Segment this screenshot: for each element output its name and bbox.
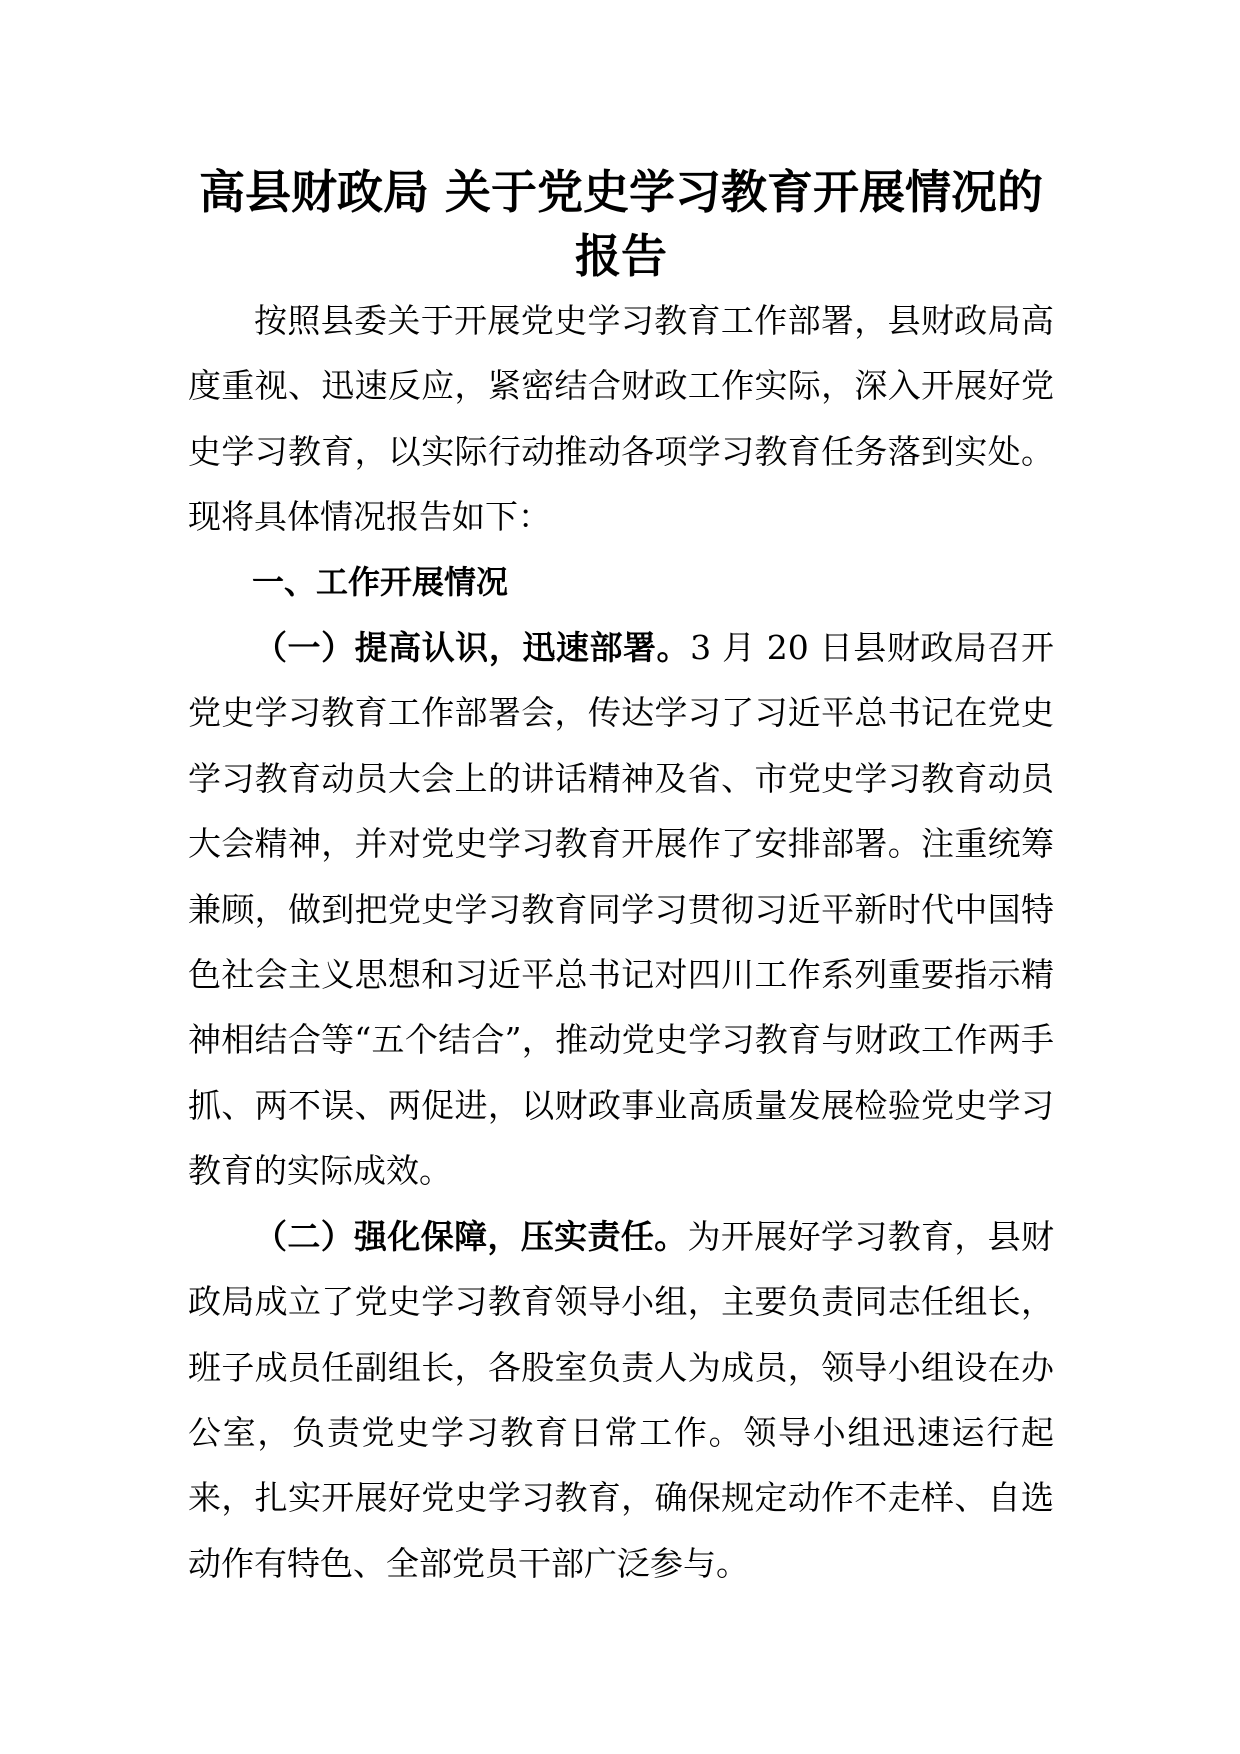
item-body-1: 3 月 20 日县财政局召开党史学习教育工作部署会，传达学习了习近平总书记在党史学习教育动员大会上的讲话精神及省、市党史学习教育动员大会精神，并对党史学习教育开展作了安排部署。注重统筹兼顾，做到把党史学习教育同学习贯彻习近平新时代中国特色社会主义思想和习近平总书记对四川工作系列重要指示精神相结合等“五个结合”，推动党史学习教育与财政工作两手抓、两不误、两促进，以财政事业高质量发展检验党史学习教育的实际成效。	[188, 628, 1054, 1191]
document-title	[188, 160, 1054, 288]
section-heading: 一、工作开展情况	[252, 562, 509, 601]
item-lead-2: （二）强化保障，压实责任。	[254, 1216, 688, 1256]
document-page	[188, 160, 1054, 1596]
item-lead-1: （一）提高认识，迅速部署。	[254, 628, 691, 668]
item-paragraph-1	[188, 615, 1054, 1204]
item-paragraph-2	[188, 1204, 1054, 1596]
intro-paragraph: 按照县委关于开展党史学习教育工作部署，县财政局高度重视、迅速反应，紧密结合财政工作实际，深入开展好党史学习教育，以实际行动推动各项学习教育任务落到实处。现将具体情况报告如下：	[188, 301, 1054, 537]
item-body-2: 为开展好学习教育，县财政局成立了党史学习教育领导小组，主要负责同志任组长，班子成员任副组长，各股室负责人为成员，领导小组设在办公室，负责党史学习教育日常工作。领导小组迅速运行起来，扎实开展好党史学习教育，确保规定动作不走样、自选动作有特色、全部党员干部广泛参与。	[188, 1216, 1055, 1583]
title-line-1: 高县财政局 关于党史学习教育开展情况的	[198, 165, 1043, 219]
title-line-2: 报告	[575, 229, 667, 283]
